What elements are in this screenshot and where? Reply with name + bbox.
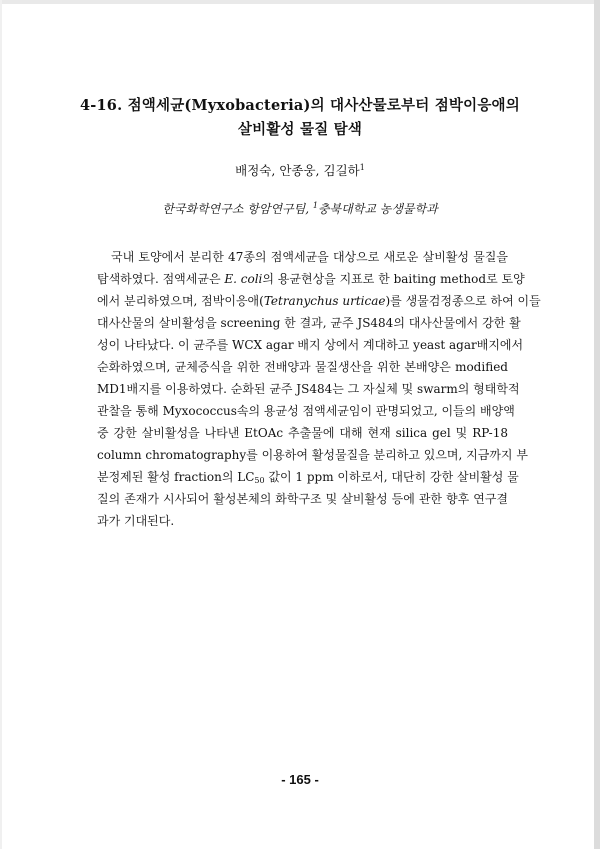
page-number: - 165 - [281, 772, 319, 787]
abstract-line [97, 268, 525, 290]
affiliation-second: 충북대학교 농생물학과 [317, 202, 438, 216]
species-name: Tetranychus urticae [263, 294, 386, 308]
affiliation-main: 한국화학연구소 항암연구팀, [162, 202, 310, 216]
title-line-1: 4-16. 점액세균(Myxobacteria)의 대사산물로부터 점박이응애의 [80, 97, 520, 114]
paper-title [80, 94, 520, 142]
species-name: E. coli [224, 272, 263, 286]
abstract-line: 질의 존재가 시사되어 활성본체의 화학구조 및 살비활성 등에 관한 향후 연구결 [97, 492, 508, 506]
abstract-text: 에서 분리하였으며, 점박이응애( [97, 294, 264, 308]
abstract-line: 관찰을 통해 Myxococcus속의 용균성 점액세균임이 판명되었고, 이들의 배양액 [97, 404, 515, 418]
abstract-text: 분정제된 활성 fraction의 LC [97, 470, 255, 484]
abstract-line: MD1배지를 이용하였다. 순화된 균주 JS484는 그 자실체 및 swarm의 형태학적 [97, 382, 520, 396]
abstract-line: 대사산물의 살비활성을 screening 한 결과, 균주 JS484의 대사산물에서 강한 활 [97, 316, 521, 330]
page-top-edge [0, 0, 600, 4]
affiliation-marker: 1 [312, 201, 318, 210]
page-left-edge [0, 0, 2, 849]
abstract-line [97, 466, 519, 488]
abstract-line: 과가 기대된다. [97, 514, 175, 528]
abstract-line: 순화하였으며, 균체증식을 위한 전배양과 물질생산을 위한 본배양은 modified [97, 360, 508, 374]
lc-subscript: 50 [254, 476, 265, 485]
abstract-line: 국내 토양에서 분리한 47종의 점액세균을 대상으로 새로운 살비활성 물질을 [111, 250, 508, 264]
title-line-2: 살비활성 물질 탐색 [237, 121, 363, 138]
abstract-text: )를 생물검정종으로 하여 이들 [385, 294, 541, 308]
abstract-line: column chromatography를 이용하여 활성물질을 분리하고 있으며, 지금까지 부 [97, 448, 528, 462]
abstract-line [97, 290, 541, 312]
affiliation [0, 200, 600, 217]
abstract-line: 중 강한 살비활성을 나타낸 EtOAc 추출물에 대해 현재 silica gel 및 RP-18 [97, 426, 508, 440]
abstract-text: 의 용균현상을 지표로 한 baiting method로 토양 [262, 272, 525, 286]
abstract-text: 탐색하였다. 점액세균은 [97, 272, 225, 286]
page-right-edge [594, 0, 600, 849]
author-affiliation-marker: 1 [359, 162, 365, 172]
abstract-text: 값이 1 ppm 이하로서, 대단히 강한 살비활성 물 [264, 470, 519, 484]
author-list [0, 161, 600, 179]
abstract-body [97, 246, 541, 532]
author-names: 배정숙, 안종웅, 김길하 [235, 163, 360, 178]
abstract-line: 성이 나타났다. 이 균주를 WCX agar 배지 상에서 계대하고 yeast agar배지에서 [97, 338, 524, 352]
